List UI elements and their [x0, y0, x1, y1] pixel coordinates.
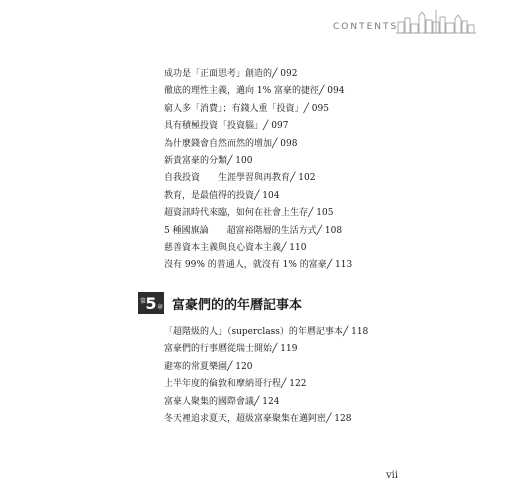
page-number: vii [386, 470, 399, 481]
chapter-title: 富豪們的的年曆記事本 [172, 297, 303, 313]
toc-entry[interactable]: 為什麼錢會自然而然的增加╱ 098 [164, 138, 298, 149]
toc-entry[interactable]: 「超階級的人」（superclass）的年曆記事本╱ 118 [164, 327, 369, 337]
toc-entry[interactable]: 避寒的常夏樂園╱ 120 [164, 361, 253, 372]
toc-entry[interactable]: 冬天裡追求夏天，超級富豪聚集在邁阿密╱ 128 [164, 413, 352, 424]
toc-entry[interactable]: 上半年度的倫敦和摩納哥行程╱ 122 [164, 379, 307, 390]
toc-entry[interactable]: 自我投資 生涯學習與再教育╱ 102 [164, 173, 316, 184]
toc-entry[interactable]: 超資訊時代來臨，如何在社會上生存╱ 105 [164, 208, 334, 219]
toc-list-lower [164, 324, 484, 428]
toc-entry[interactable]: 成功是「正面思考」創造的╱ 092 [164, 69, 298, 79]
chapter-number: 5 [145, 293, 157, 313]
toc-entry[interactable]: 富豪們的行事曆從瑞士開始╱ 119 [164, 344, 298, 355]
chapter-number-badge [138, 292, 164, 314]
toc-entry[interactable]: 徹底的理性主義，邁向 1% 富豪的捷徑╱ 094 [164, 86, 345, 97]
toc-entry[interactable]: 沒有 99% 的普通人，就沒有 1% 的富豪╱ 113 [164, 260, 353, 271]
toc-entry[interactable]: 窮人多「消費」；有錢人重「投資」╱ 095 [164, 103, 329, 114]
toc-entry[interactable]: 具有積極投資「投資腦」╱ 097 [164, 121, 289, 132]
toc-entry[interactable]: 5 種國旗論 超富裕階層的生活方式╱ 108 [164, 225, 343, 236]
toc-entry[interactable]: 教育，是最值得的投資╱ 104 [164, 190, 280, 201]
toc-entry[interactable]: 慈善資本主義與良心資本主義╱ 110 [164, 242, 307, 253]
toc-list-upper [164, 66, 484, 275]
toc-entry[interactable]: 新貴富豪的分類╱ 100 [164, 155, 253, 166]
chapter-heading[interactable] [138, 291, 302, 315]
toc-entry[interactable]: 富豪人聚集的國際會議╱ 124 [164, 396, 280, 407]
chapter-suffix: 章 [156, 304, 163, 311]
city-skyline-icon [396, 8, 476, 34]
contents-header-label: CONTENTS [333, 22, 399, 32]
chapter-prefix: 第 [140, 298, 147, 305]
